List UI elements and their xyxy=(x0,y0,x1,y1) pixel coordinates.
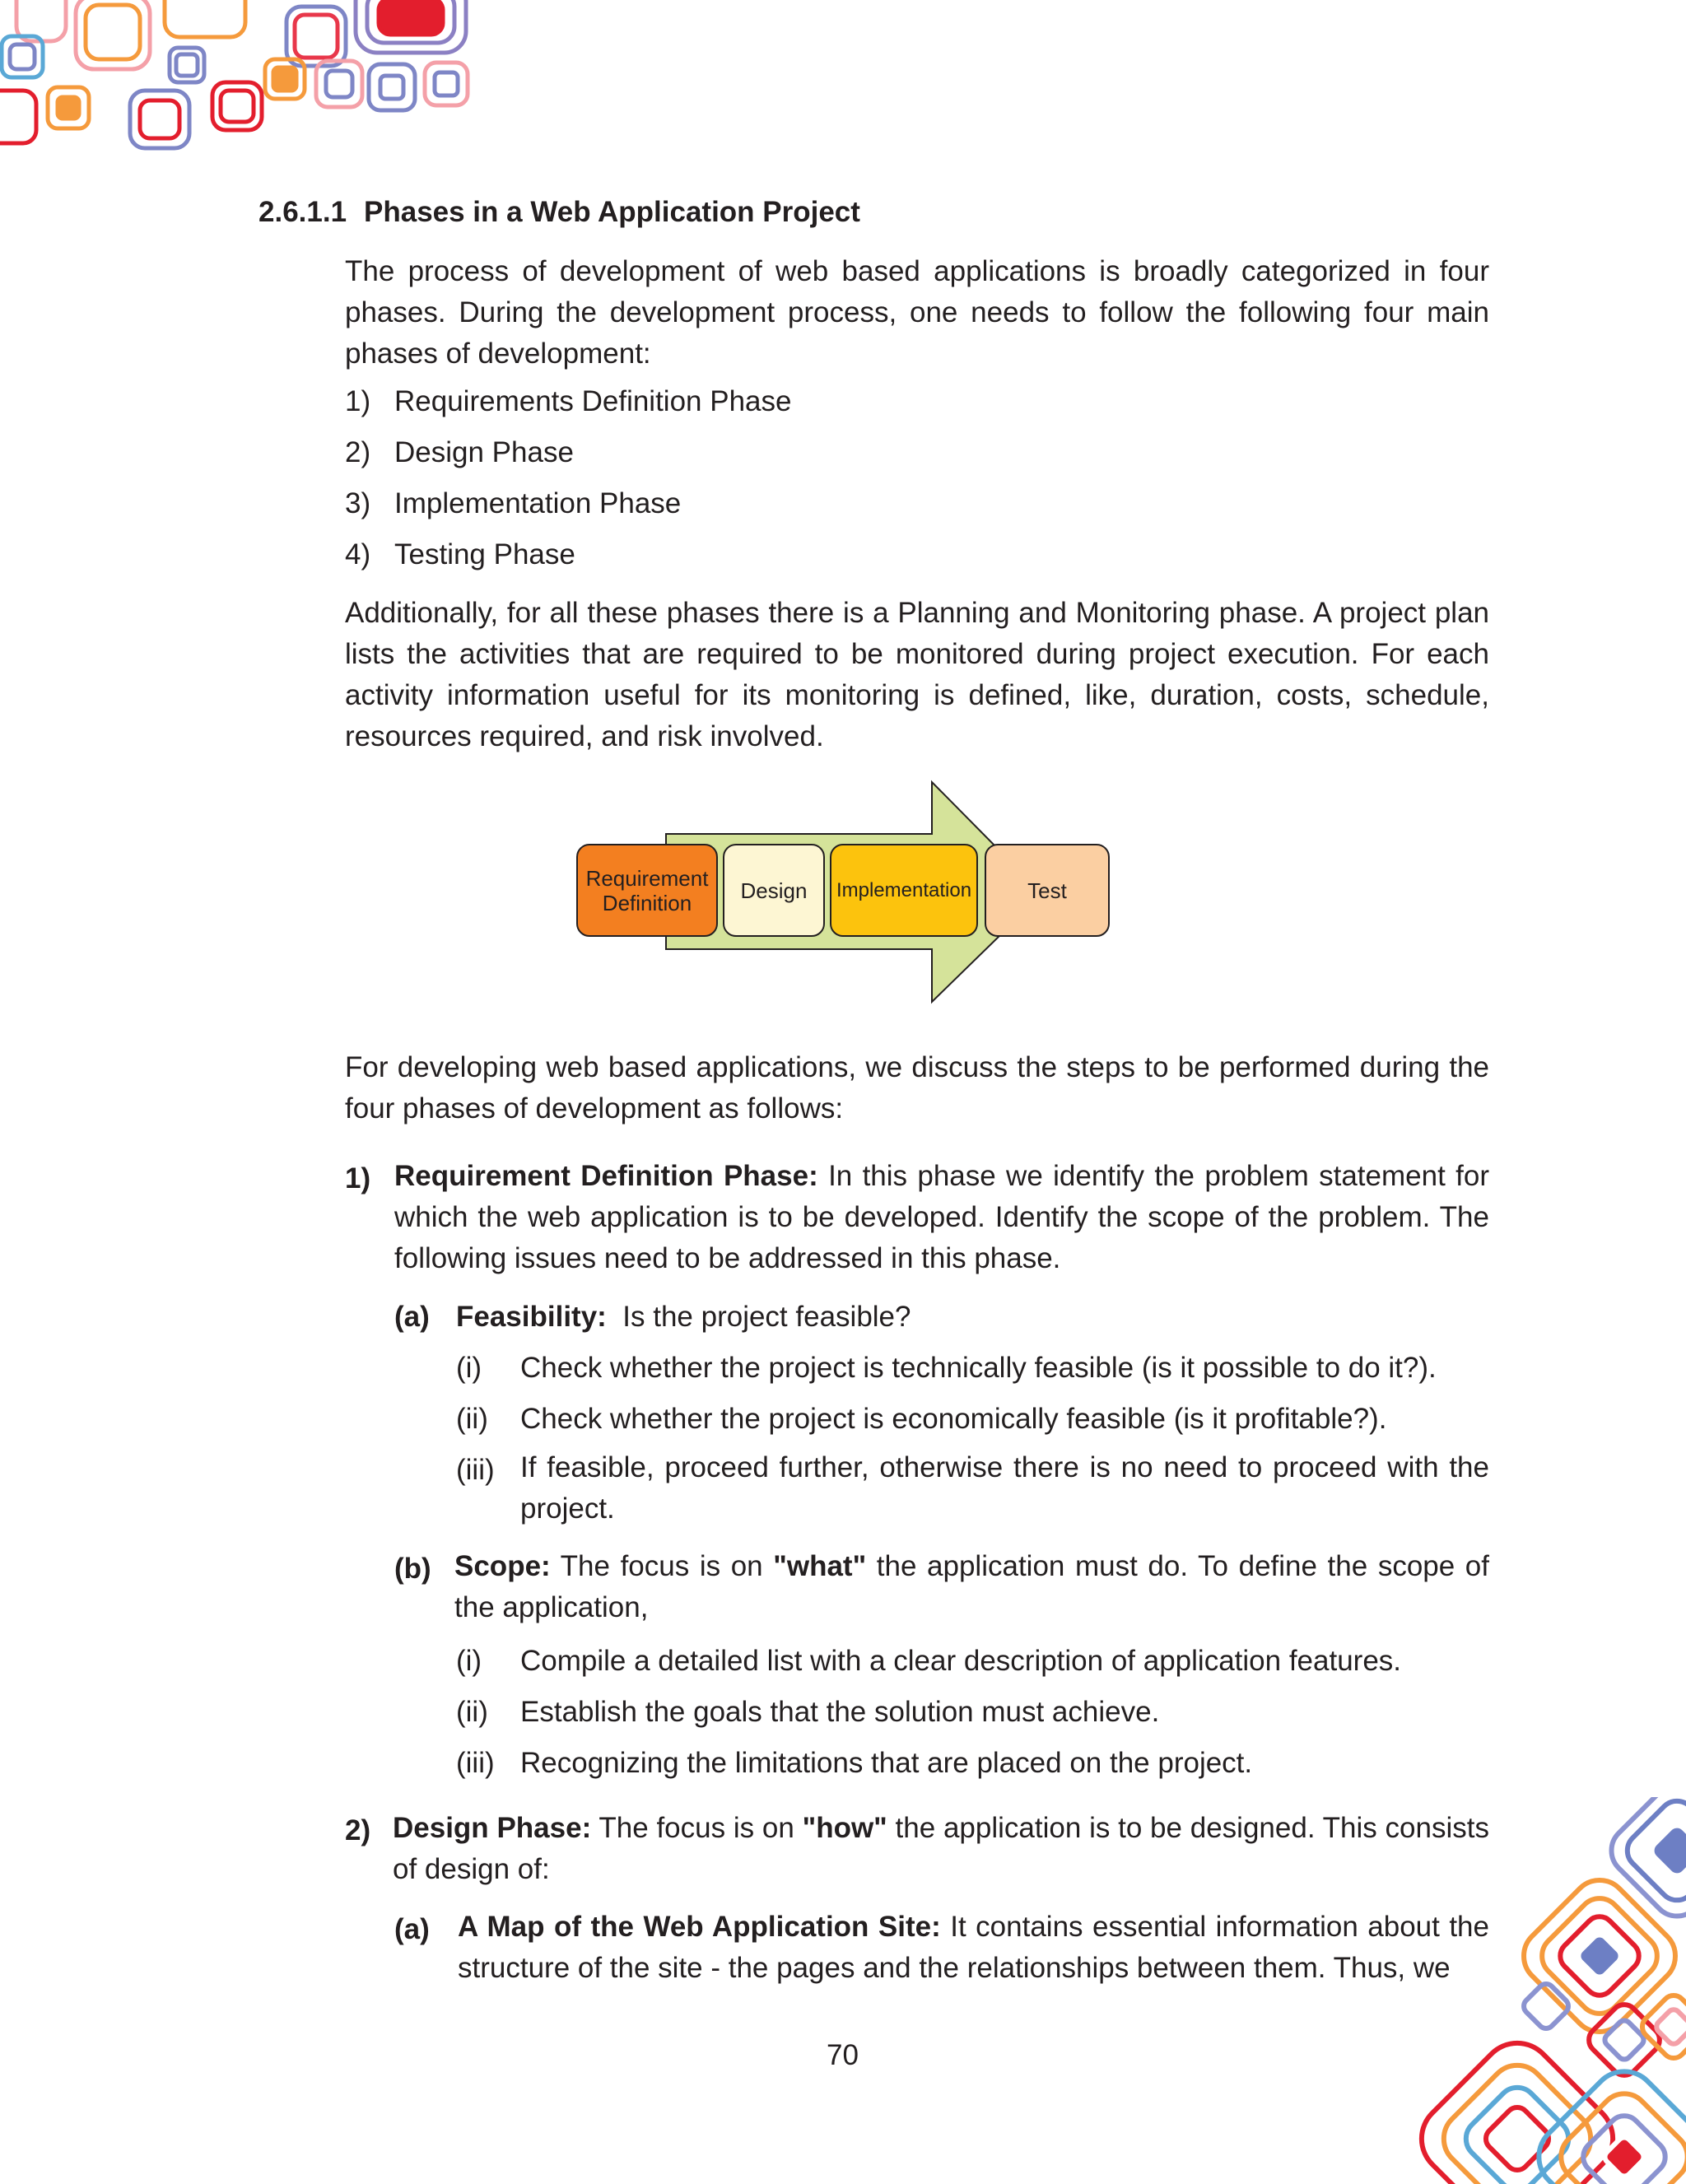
feasibility-item: Check whether the project is economically feasible (is it profitable?). xyxy=(520,1403,1387,1435)
step-test: Test xyxy=(985,844,1110,937)
steps-intro-paragraph: For developing web based applications, we discuss the steps to be performed during the four phases of development as follows: xyxy=(345,1051,1489,1125)
req-number: 1) xyxy=(345,1162,371,1194)
feasibility-heading: Feasibility: Is the project feasible? xyxy=(456,1301,911,1333)
design-number: 2) xyxy=(345,1814,371,1846)
feasibility-item-number: (i) xyxy=(456,1352,482,1384)
phase-flow-diagram xyxy=(573,778,1111,1008)
step-requirement-definition: Requirement Definition xyxy=(576,844,718,937)
scope-item-number: (ii) xyxy=(456,1696,488,1728)
phase-list-label: Requirements Definition Phase xyxy=(394,385,792,417)
design-paragraph: Design Phase: The focus is on "how" the application is to be designed. This consists of design of: xyxy=(393,1812,1489,1885)
feasibility-item: If feasible, proceed further, otherwise there is no need to proceed with the project. xyxy=(520,1451,1489,1525)
intro-paragraph: The process of development of web based applications is broadly categorized in four phases. During the development process, one needs to follow the following four main phases of development: xyxy=(345,255,1489,370)
req-paragraph: Requirement Definition Phase: In this phase we identify the problem statement for which the web application is to be developed. Identify the scope of the problem. The following issues need to be addressed in this phase. xyxy=(394,1160,1489,1274)
scope-label: (b) xyxy=(394,1553,431,1585)
map-paragraph: A Map of the Web Application Site: It contains essential information about the structure of the site - the pages and the relationships between them. Thus, we xyxy=(458,1911,1489,1984)
feasibility-label: (a) xyxy=(394,1301,430,1333)
section-number: 2.6.1.1 xyxy=(258,196,347,228)
section-title: Phases in a Web Application Project xyxy=(364,196,860,228)
feasibility-item-number: (iii) xyxy=(456,1454,495,1486)
additional-paragraph: Additionally, for all these phases there is a Planning and Monitoring phase. A project plan lists the activities that are required to be monitored during project execution. For each activity information useful for its monitoring is defined, like, duration, costs, schedule, resources required, and risk involved. xyxy=(345,597,1489,752)
decorative-squares-top-left xyxy=(0,0,477,165)
feasibility-item-number: (ii) xyxy=(456,1403,488,1435)
step-implementation: Implementation xyxy=(830,844,978,937)
phase-list-item: 1) xyxy=(345,385,371,417)
scope-paragraph: Scope: The focus is on "what" the application must do. To define the scope of the application, xyxy=(454,1550,1489,1623)
phase-list-label: Testing Phase xyxy=(394,538,575,570)
phase-list-item: 2) xyxy=(345,436,371,468)
scope-item: Recognizing the limitations that are placed on the project. xyxy=(520,1747,1253,1779)
step-design: Design xyxy=(723,844,825,937)
phase-list-label: Design Phase xyxy=(394,436,574,468)
section-heading xyxy=(258,196,860,229)
scope-item: Establish the goals that the solution must achieve. xyxy=(520,1696,1160,1728)
feasibility-item: Check whether the project is technically feasible (is it possible to do it?). xyxy=(520,1352,1437,1384)
scope-item-number: (i) xyxy=(456,1645,482,1677)
phase-list-item: 4) xyxy=(345,538,371,570)
phase-list-item: 3) xyxy=(345,487,371,519)
scope-item-number: (iii) xyxy=(456,1747,495,1779)
page-number: 70 xyxy=(827,2039,859,2071)
map-label: (a) xyxy=(394,1913,430,1945)
phase-list-label: Implementation Phase xyxy=(394,487,682,519)
scope-item: Compile a detailed list with a clear description of application features. xyxy=(520,1645,1402,1677)
